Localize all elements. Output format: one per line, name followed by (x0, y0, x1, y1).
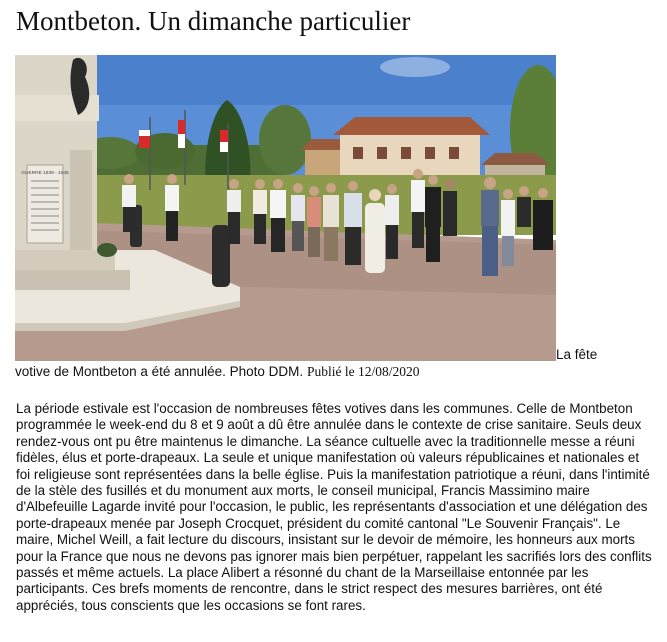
article-title: Montbeton. Un dimanche particulier (16, 6, 411, 36)
photo-caption: votive de Montbeton a été annulée. Photo DDM. (15, 364, 304, 379)
article-body: La période estivale est l'occasion de nombreuses fêtes votives dans les communes. Celle de Montbeton programmée le week-end du 8 et 9 août a dû être annulée dans le contexte de crise sanitaire. Seuls deux rendez-vous ont pu être maintenus le dimanche. La séance cultuelle avec la traditionnelle messe a réuni fidèles, élus et porte-drapeaux. La seule et unique manifestation où valeurs républicaines et nationales et foi religieuse sont représentées dans la belle église. Puis la manifestation patriotique a réuni, dans l'intimité de la stèle des fusillés et du monument aux morts, le conseil municipal, Francis Massimino maire d'Albefeuille Lagarde invité pour l'occasion, le public, les représentants d'association et une délégation des porte-drapeaux menée par Joseph Crocquet, président du comité cantonal "Le Souvenir Français". Le maire, Michel Weill, a fait lecture du discours, insistant sur le devoir de mémoire, les honneurs aux morts pour la France que nous ne devons pas ignorer mais bien perpétuer, rappelant les sacrifiés lors des conflits passés et même actuels. La place Alibert a résonné du chant de la Marseillaise entonnée par les participants. Ces brefs moments de rencontre, dans le strict respect des mesures barrières, ont été appréciés, tous conscients que les occasions se font rares. (16, 401, 652, 613)
bollard (212, 225, 230, 287)
article-photo (15, 55, 556, 361)
wreath (97, 243, 117, 257)
photo-caption-line (15, 363, 665, 380)
publication-date: Publié le 12/08/2020 (306, 364, 420, 379)
photo-caption-start: La fête (556, 347, 598, 362)
photo-with-caption (15, 55, 665, 380)
monument-inscription: GUERRE 1939 - 1945 (21, 171, 69, 176)
